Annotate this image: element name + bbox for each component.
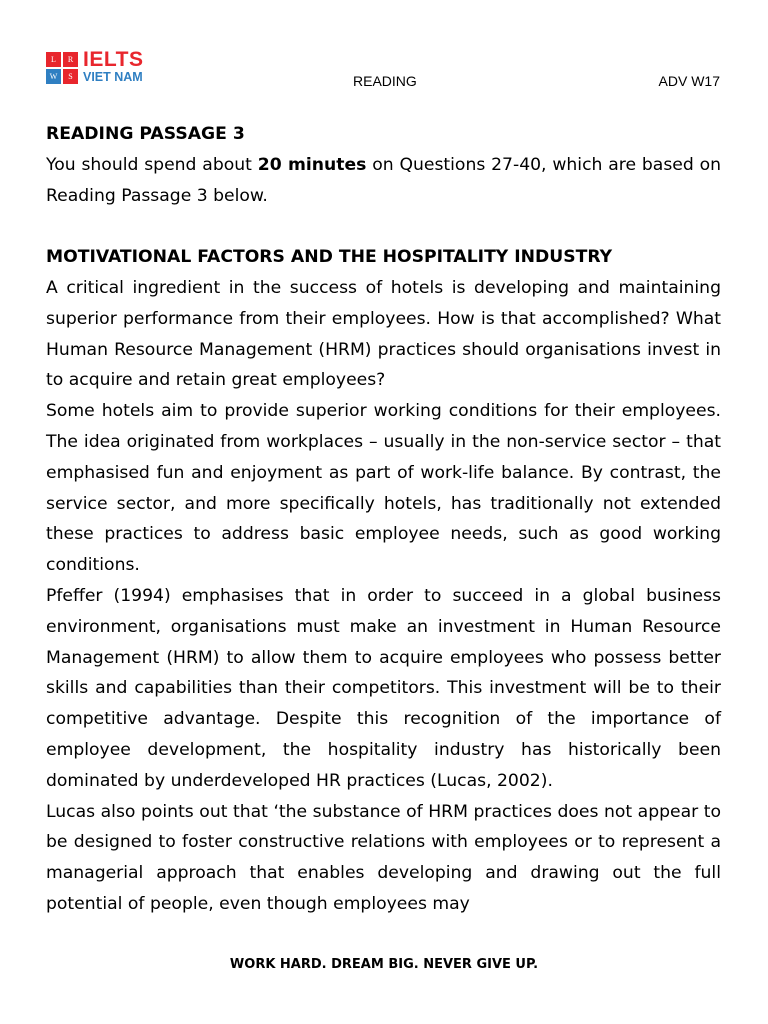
footer-motto: WORK HARD. DREAM BIG. NEVER GIVE UP. [229,957,539,972]
passage-content [46,119,721,920]
article-title: MOTIVATIONAL FACTORS AND THE HOSPITALITY INDUSTRY [46,247,613,268]
instruction-time: 20 minutes [257,154,367,175]
logo-cell-w: W [46,69,61,84]
logo-cell-l: L [46,52,61,67]
logo-lrws-grid [46,52,78,84]
paragraph-1: A critical ingredient in the success of hotels is developing and maintaining superior performance from their employees. How is that accomplished? What Human Resource Management (HRM) practices should organisations invest in to acquire and retain great employees? [46,277,721,391]
paragraph-3: Pfeffer (1994) emphasises that in order to succeed in a global business environment, organisations must make an investment in Human Resource Management (HRM) to allow them to acquire employees who possess better skills and capabilities than their competitors. This investment will be to their competitive advantage. Despite this recognition of the importance of employee development, the hospitality industry has historically been dominated by underdeveloped HR practices (Lucas, 2002). [46,585,721,791]
paragraph-4: Lucas also points out that ‘the substance of HRM practices does not appear to be designed to foster constructive relations with employees or to represent a managerial approach that enables developing and drawing out the full potential of people, even though employees may [46,801,721,914]
header-section-label: READING [353,73,417,89]
logo-cell-s: S [63,69,78,84]
instruction-prefix: You should spend about [46,154,258,175]
instruction-suffix: on Questions 27-40, which are based on Reading Passage 3 below. [46,154,722,206]
passage-heading: READING PASSAGE 3 [46,124,245,144]
logo-subtitle-text: VIET NAM [83,70,143,84]
blank-line [46,211,721,242]
logo-brand-text: IELTS [83,48,144,71]
ielts-vietnam-logo [46,48,166,86]
header-test-code: ADV W17 [658,73,720,89]
paragraph-2: Some hotels aim to provide superior working conditions for their employees. The idea originated from workplaces – usually in the non-service sector – that emphasised fun and enjoyment as part of work-life balance. By contrast, the service sector, and more specifically hotels, has traditionally not extended these practices to address basic employee needs, such as good working conditions. [46,401,721,576]
passage-instruction [46,150,721,212]
logo-cell-r: R [63,52,78,67]
